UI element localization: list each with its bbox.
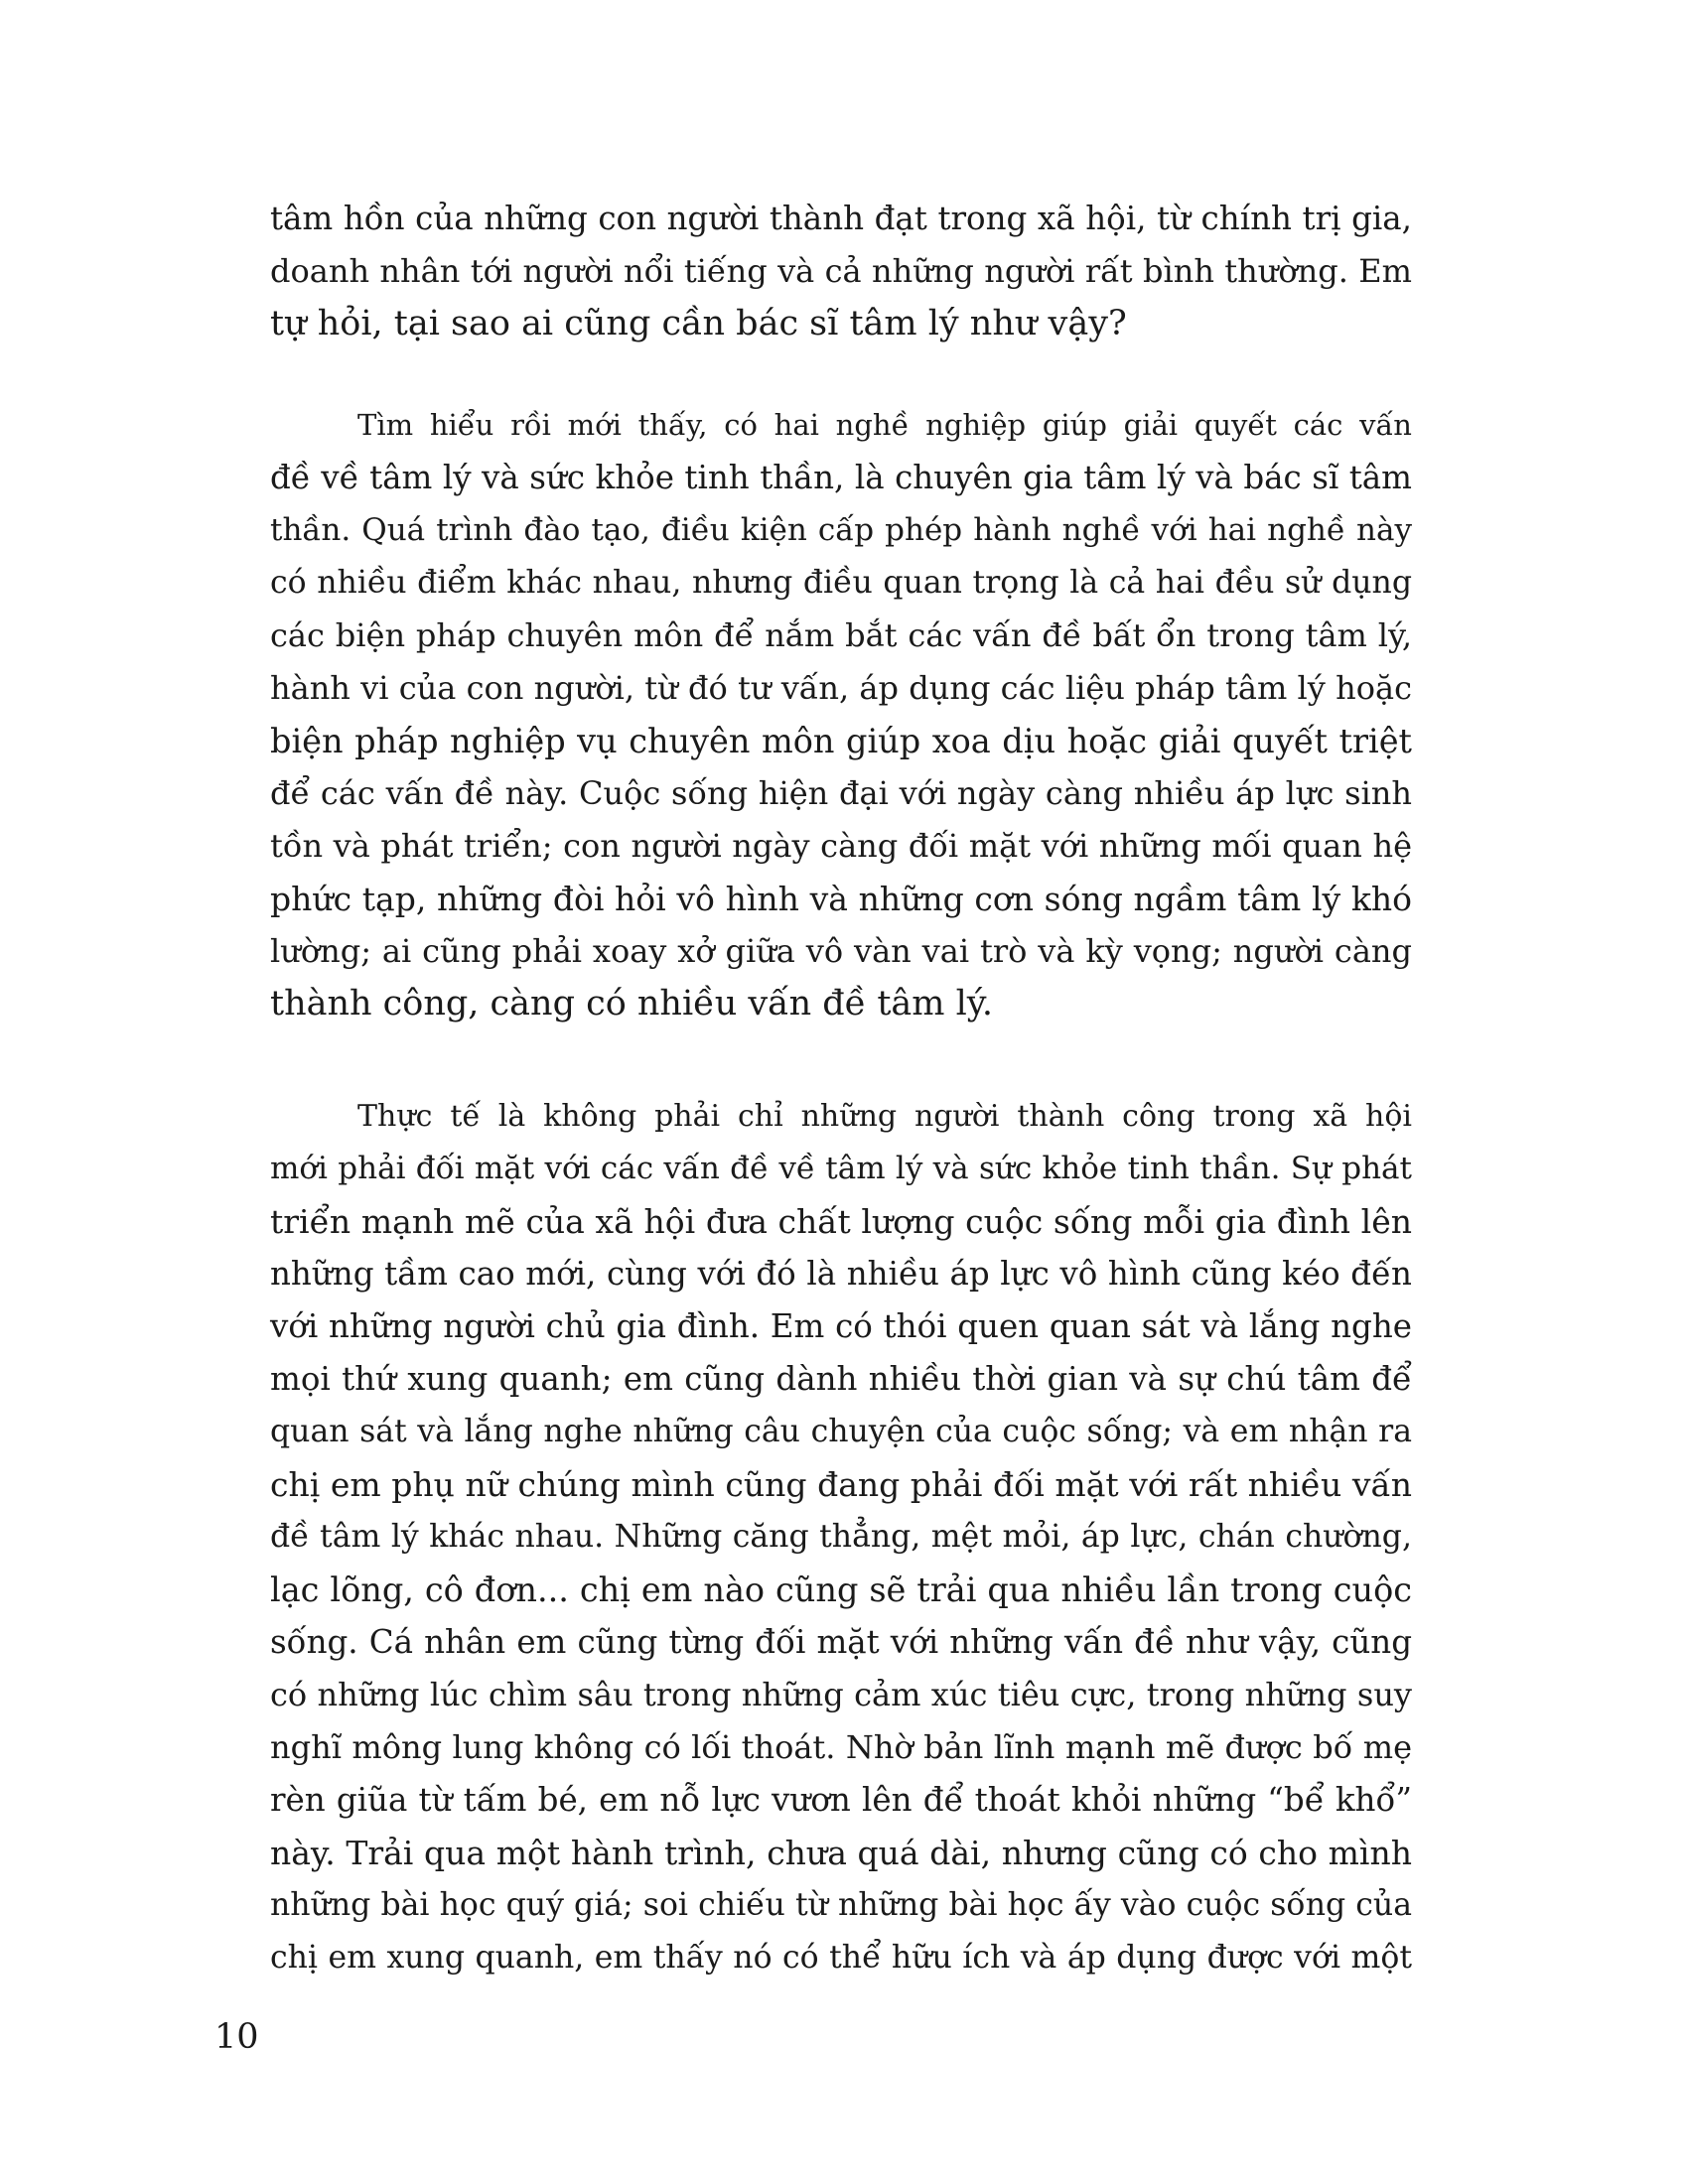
text-line: sống. Cá nhân em cũng từng đối mặt với những vấn đề như vậy, cũng xyxy=(270,1623,1412,1661)
text-line: tâm hồn của những con người thành đạt trong xã hội, từ chính trị gia, xyxy=(270,200,1412,237)
text-line: chị em xung quanh, em thấy nó có thể hữu ích và áp dụng được với một xyxy=(270,1940,1412,1976)
text-line: có nhiều điểm khác nhau, nhưng điều quan trọng là cả hai đều sử dụng xyxy=(270,565,1412,601)
text-line: mọi thứ xung quanh; em cũng dành nhiều thời gian và sự chú tâm để xyxy=(270,1360,1412,1398)
text-line: thành công, càng có nhiều vấn đề tâm lý. xyxy=(270,984,994,1024)
text-line: để các vấn đề này. Cuộc sống hiện đại với ngày càng nhiều áp lực sinh xyxy=(270,774,1412,812)
text-line: đề tâm lý khác nhau. Những căng thẳng, mệt mỏi, áp lực, chán chường, xyxy=(270,1519,1412,1555)
text-line: đề về tâm lý và sức khỏe tinh thần, là chuyên gia tâm lý và bác sĩ tâm xyxy=(270,459,1412,496)
text-line: thần. Quá trình đào tạo, điều kiện cấp phép hành nghề với hai nghề này xyxy=(270,512,1412,548)
text-line: các biện pháp chuyên môn để nắm bắt các vấn đề bất ổn trong tâm lý, xyxy=(270,616,1412,654)
text-line: lạc lõng, cô đơn... chị em nào cũng sẽ trải qua nhiều lần trong cuộc xyxy=(270,1570,1412,1609)
text-line: chị em phụ nữ chúng mình cũng đang phải đối mặt với rất nhiều vấn xyxy=(270,1465,1412,1504)
text-line: những tầm cao mới, cùng với đó là nhiều áp lực vô hình cũng kéo đến xyxy=(270,1255,1412,1293)
text-line: Tìm hiểu rồi mới thấy, có hai nghề nghiệp giúp giải quyết các vấn xyxy=(357,408,1412,442)
text-line: biện pháp nghiệp vụ chuyên môn giúp xoa dịu hoặc giải quyết triệt xyxy=(270,722,1412,760)
paragraph-3 xyxy=(270,1090,1412,1984)
text-line: hành vi của con người, từ đó tư vấn, áp dụng các liệu pháp tâm lý hoặc xyxy=(270,669,1412,707)
text-line: này. Trải qua một hành trình, chưa quá dài, nhưng cũng có cho mình xyxy=(270,1834,1412,1872)
text-line: có những lúc chìm sâu trong những cảm xúc tiêu cực, trong những suy xyxy=(270,1676,1412,1713)
text-line: doanh nhân tới người nổi tiếng và cả những người rất bình thường. Em xyxy=(270,252,1412,290)
text-line: Thực tế là không phải chỉ những người thành công trong xã hội xyxy=(357,1099,1412,1134)
text-line: lường; ai cũng phải xoay xở giữa vô vàn vai trò và kỳ vọng; người càng xyxy=(270,932,1412,970)
page-number: 10 xyxy=(214,2017,259,2057)
text-line: với những người chủ gia đình. Em có thói quen quan sát và lắng nghe xyxy=(270,1307,1412,1345)
text-line: mới phải đối mặt với các vấn đề về tâm lý và sức khỏe tinh thần. Sự phát xyxy=(270,1151,1412,1186)
text-line: những bài học quý giá; soi chiếu từ những bài học ấy vào cuộc sống của xyxy=(270,1887,1412,1923)
text-line: tự hỏi, tại sao ai cũng cần bác sĩ tâm lý như vậy? xyxy=(270,304,1127,343)
text-line: quan sát và lắng nghe những câu chuyện của cuộc sống; và em nhận ra xyxy=(270,1414,1412,1449)
text-line: nghĩ mông lung không có lối thoát. Nhờ bản lĩnh mạnh mẽ được bố mẹ xyxy=(270,1728,1412,1766)
text-line: triển mạnh mẽ của xã hội đưa chất lượng cuộc sống mỗi gia đình lên xyxy=(270,1202,1412,1241)
text-line: tồn và phát triển; con người ngày càng đối mặt với những mối quan hệ xyxy=(270,827,1412,865)
text-line: rèn giũa từ tấm bé, em nỗ lực vươn lên để thoát khỏi những “bể khổ” xyxy=(270,1781,1412,1819)
text-line: phức tạp, những đòi hỏi vô hình và những cơn sóng ngầm tâm lý khó xyxy=(270,880,1412,918)
paragraph-2 xyxy=(270,399,1412,1030)
paragraph-1 xyxy=(270,193,1412,350)
